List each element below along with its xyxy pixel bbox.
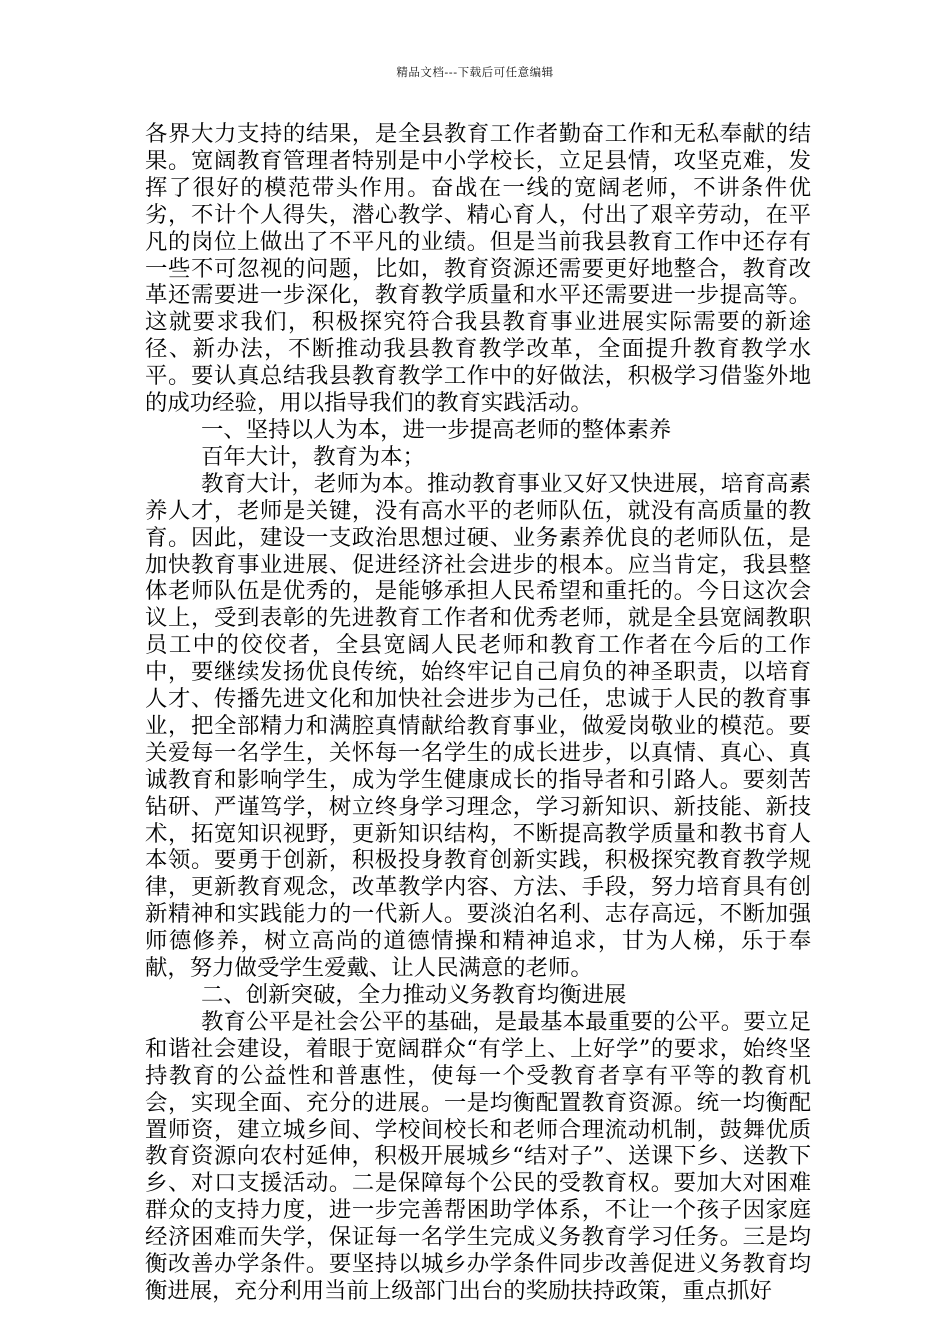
paragraph-continuation: 各界大力支持的结果，是全县教育工作者勤奋工作和无私奉献的结果。宽阔教育管理者特别是中小学校长，立足县情，攻坚克难，发挥了很好的模范带头作用。奋战在一线的宽阔老师，不讲条件优劣，不计个人得失，潜心教学、精心育人，付出了艰辛劳动，在平凡的岗位上做出了不平凡的业绩。但是当前我县教育工作中还存有一些不可忽视的问题，比如，教育资源还需要更好地整合，教育改革还需要进一步深化，教育教学质量和水平还需要进一步提高等。这就要求我们，积极探究符合我县教育事业进展实际需要的新途径、新办法，不断推动我县教育教学改革，全面提升教育教学水平。要认真总结我县教育教学工作中的好做法，积极学习借鉴外地的成功经验，用以指导我们的教育实践活动。 <box>145 121 811 417</box>
page-header: 精品文档---下载后可任意编辑 <box>396 65 554 79</box>
section-heading-1: 一、坚持以人为本，进一步提高老师的整体素养 <box>201 416 672 443</box>
paragraph-motto: 百年大计，教育为本； <box>201 443 425 470</box>
document-body <box>145 121 811 1305</box>
section-heading-2: 二、创新突破，全力推动义务教育均衡进展 <box>201 982 627 1008</box>
paragraph-equity: 教育公平是社会公平的基础，是最基本最重要的公平。要立足和谐社会建设，着眼于宽阔群众“有学上、上好学”的要求，始终坚持教育的公益性和普惠性，使每一个受教育者享有平等的教育机会，实现全面、充分的进展。一是均衡配置教育资源。统一均衡配置师资，建立城乡间、学校间校长和老师合理流动机制，鼓舞优质教育资源向农村延伸，积极开展城乡“结对子”、送课下乡、送教下乡、对口支援活动。二是保障每个公民的受教育权。要加大对困难群众的支持力度，进一步完善帮困助学体系，不让一个孩子因家庭经济困难而失学，保证每一名学生完成义务教育学习任务。三是均衡改善办学条件。要坚持以城乡办学条件同步改善促进义务教育均衡进展，充分利用当前上级部门出台的奖励扶持政策，重点抓好 <box>145 1008 811 1304</box>
paragraph-teachers: 教育大计，老师为本。推动教育事业又好又快进展，培育高素养人才，老师是关键，没有高水平的老师队伍，就没有高质量的教育。因此，建设一支政治思想过硬、业务素养优良的老师队伍，是加快教育事业进展、促进经济社会进步的根本。应当肯定，我县整体老师队伍是优秀的，是能够承担人民希望和重托的。今日这次会议上，受到表彰的先进教育工作者和优秀老师，就是全县宽阔教职员工中的佼佼者，全县宽阔人民老师和教育工作者在今后的工作中，要继续发扬优良传统，始终牢记自己肩负的神圣职责，以培育人才、传播先进文化和加快社会进步为己任，忠诚于人民的教育事业，把全部精力和满腔真情献给教育事业，做爱岗敬业的模范。要关爱每一名学生，关怀每一名学生的成长进步，以真情、真心、真诚教育和影响学生，成为学生健康成长的指导者和引路人。要刻苦钻研、严谨笃学，树立终身学习理念，学习新知识、新技能、新技术，拓宽知识视野，更新知识结构，不断提高教学质量和教书育人本领。要勇于创新，积极投身教育创新实践，积极探究教育教学规律，更新教育观念，改革教学内容、方法、手段，努力培育具有创新精神和实践能力的一代新人。要淡泊名利、志存高远，不断加强师德修养，树立高尚的道德情操和精神追求，甘为人梯，乐于奉献，努力做受学生爱戴、让人民满意的老师。 <box>145 470 811 982</box>
